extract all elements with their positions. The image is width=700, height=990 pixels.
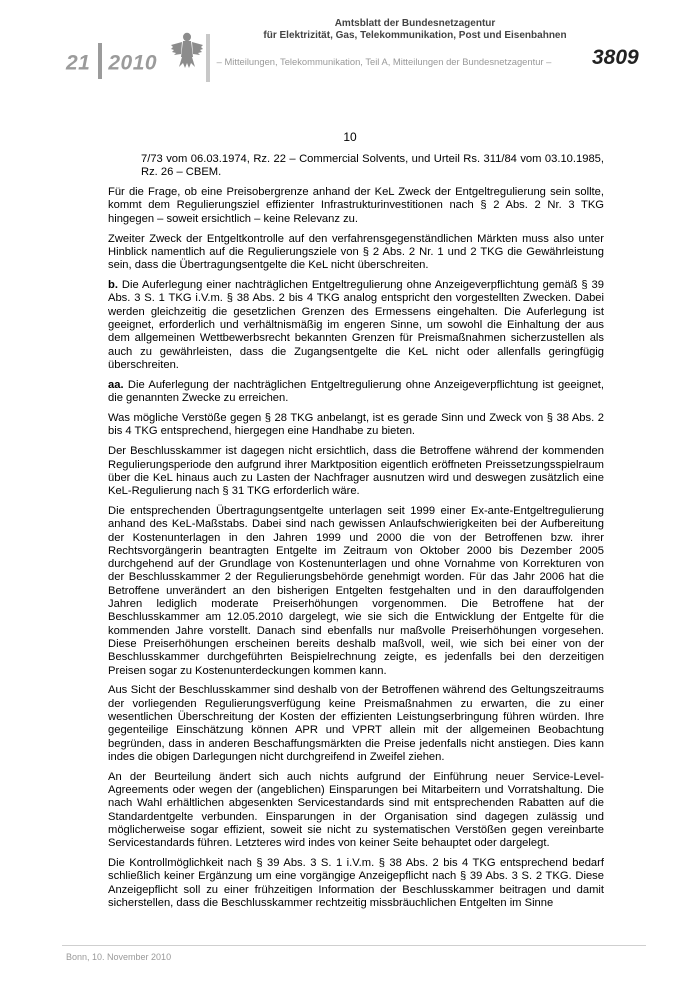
issue-label [66, 46, 157, 82]
issue-number: 21 [66, 51, 91, 75]
paragraph [108, 279, 604, 372]
paragraph-lead: b. [108, 279, 118, 292]
gazette-subtitle: – Mitteilungen, Telekommunikation, Teil A, Mitteilungen der Bundesnetzagentur – [216, 56, 552, 67]
paragraph-text: Der Beschlusskammer ist dagegen nicht ersichtlich, dass die Betroffene während der kommenden Regulierungsperiode den aufgrund ihrer Marktposition eigentlich eröffneten Preissetzungsspielraum über die KeL hinaus auch zu Lasten der Nachfrager ausnutzen wird und deswegen zusätzlich eine KeL-Regulierung nach § 31 TKG erforderlich wäre. [108, 445, 604, 498]
footer-divider [62, 945, 646, 946]
body-text [108, 153, 604, 917]
paragraph [108, 379, 604, 406]
paragraph-text: An der Beurteilung ändert sich auch nichts aufgrund der Einführung neuer Service-Level-Agreements oder wegen der (angeblichen) Einsparungen bei Mitarbeitern und Vorratshaltung. Die nach Wahl erhältlichen abgesenkten Servicestandards sind mit entsprechenden Rabatten auf die Standardentgelte verbunden. Einsparungen in der Organisation sind dagegen zulässig und möglicherweise sogar effizient, soweit sie nicht zu systematischen Verstößen gegen vereinbarte Servicestandards führen. Letzteres wird indes von keiner Seite behauptet oder dargelegt. [108, 770, 604, 850]
issue-divider [98, 43, 102, 79]
paragraph-text: Für die Frage, ob eine Preisobergrenze anhand der KeL Zweck der Entgeltregulierung sein sollte, kommt dem Regulierungsziel effizienter Infrastrukturinvestitionen nach § 2 Abs. 2 Nr. 3 TKG hingegen – soweit ersichtlich – keine Relevanz zu. [108, 186, 604, 225]
footer-date: Bonn, 10. November 2010 [66, 952, 172, 962]
paragraph [108, 412, 604, 439]
paragraph [108, 684, 604, 764]
paragraph-text: Die Kontrollmöglichkeit nach § 39 Abs. 3 S. 1 i.V.m. § 38 Abs. 2 bis 4 TKG entsprechend bedarf schließlich keiner Ergänzung um eine vorgängige Anzeigepflicht nach § 39 Abs. 3 S. 2 TKG. Diese Anzeigepflicht soll zu einer frühzeitigen Information der Beschlusskammer beitragen und damit sicherstellen, dass die Beschlusskammer rechtzeitig missbräuchlichen Entgelten im Sinne [108, 857, 604, 910]
issue-year: 2010 [108, 51, 158, 75]
gazette-title [215, 18, 615, 42]
paragraph-text: Die entsprechenden Übertragungsentgelte unterlagen seit 1999 einer Ex-ante-Entgeltregulierung anhand des KeL-Maßstabs. Dabei sind nach gewissen Anlaufschwierigkeiten bei der Aufbereitung der Kostenunterlagen in den Jahren 1999 und 2000 die von der Betroffenen bzw. ihrer Rechtsvorgängerin beantragten Entgelte im Zeitraum von Oktober 2000 bis Dezember 2005 durchgehend auf der Grundlage von Kostenunterlagen und ohne Vornahme von Korrekturen von der Beschlusskammer 2 der Regulierungsbehörde genehmigt worden. Für das Jahr 2006 hat die Betroffene unverändert an den bisherigen Entgelten festgehalten und in den darauffolgenden Jahren lediglich moderate Preiserhöhungen vorgenommen. Die Betroffene hat der Beschlusskammer am 12.05.2010 dargelegt, wie sie sich die Entwicklung der Entgelte für die kommenden Jahre vorstellt. Danach sind ebenfalls nur maßvolle Preiserhöhungen vorgesehen. Diese Preiserhöhungen erscheinen bereits deshalb maßvoll, weil, wie sich bei einer von der Beschlusskammer durchgeführten Beispielrechnung zeigte, es jedenfalls bei den derzeitigen Preisen sogar zu Kostenunterdeckungen kommen kann. [108, 504, 604, 677]
gazette-title-line2: für Elektrizität, Gas, Telekommunikation, Post und Eisenbahnen [263, 30, 567, 41]
paragraph [108, 771, 604, 851]
paragraph-text: Aus Sicht der Beschlusskammer sind deshalb von der Betroffenen während des Geltungszeitraums der vorliegenden Regulierungsverfügung keine Preismaßnahmen zu erwarten, die zu einer wesentlichen Überschreitung der Kosten der effizienten Leistungserbringung führen würden. Ihre gegenteilige Einschätzung können APR und VPRT allein mit der allgemeinen Beobachtung begründen, dass in anderen Beschaffungsmärkten die Preise jedenfalls nicht anstiegen. Dies kann indes die obigen Darlegungen nicht durchgreifend in Zweifel ziehen. [108, 684, 604, 763]
header-divider [206, 34, 210, 82]
page-number: 3809 [592, 46, 639, 69]
document-page-number: 10 [343, 130, 357, 144]
paragraph-text: Die Auferlegung der nachträglichen Entgeltregulierung ohne Anzeigeverpflichtung ist geeignet, die genannten Zwecke zu erreichen. [108, 378, 604, 405]
paragraph [108, 505, 604, 678]
paragraph [108, 445, 604, 498]
paragraph-text: 7/73 vom 06.03.1974, Rz. 22 – Commercial Solvents, und Urteil Rs. 311/84 vom 03.10.1985, Rz. 26 – CBEM. [141, 153, 604, 179]
federal-eagle-icon [170, 30, 204, 70]
paragraph [108, 857, 604, 910]
paragraph-text: Was mögliche Verstöße gegen § 28 TKG anbelangt, ist es gerade Sinn und Zweck von § 38 Abs. 2 bis 4 TKG entsprechend, hiergegen eine Handhabe zu bieten. [108, 412, 604, 438]
paragraph [108, 233, 604, 273]
paragraph [108, 186, 604, 226]
paragraph-text: Zweiter Zweck der Entgeltkontrolle auf den verfahrensgegenständlichen Märkten muss also unter Hinblick namentlich auf die Regulierungsziele von § 2 Abs. 2 Nr. 1 und 2 TKG die Gewährleistung sein, dass die Übertragungsentgelte die KeL nicht überschreiten. [108, 232, 604, 272]
paragraph-lead: aa. [108, 378, 124, 391]
paragraph [108, 153, 604, 180]
gazette-title-line1: Amtsblatt der Bundesnetzagentur [334, 18, 496, 29]
paragraph-text: Die Auferlegung einer nachträglichen Entgeltregulierung ohne Anzeigeverpflichtung gemäß § 39 Abs. 3 S. 1 TKG i.V.m. § 38 Abs. 2 bis 4 TKG analog entspricht den vorgestellten Zwecken. Dabei werden gleichzeitig die gesetzlichen Grenzen des Ermessens eingehalten. Die Auferlegung ist geeignet, erforderlich und verhältnismäßig im engeren Sinne, um sowohl die Einhaltung der aus dem allgemeinen Wettbewerbsrecht bekannten Grenzen für Preismaßnahmen sicherzustellen als auch zu gewährleisten, dass die Zugangsentgelte die KeL nicht oder allenfalls geringfügig überschreiten. [108, 279, 604, 371]
